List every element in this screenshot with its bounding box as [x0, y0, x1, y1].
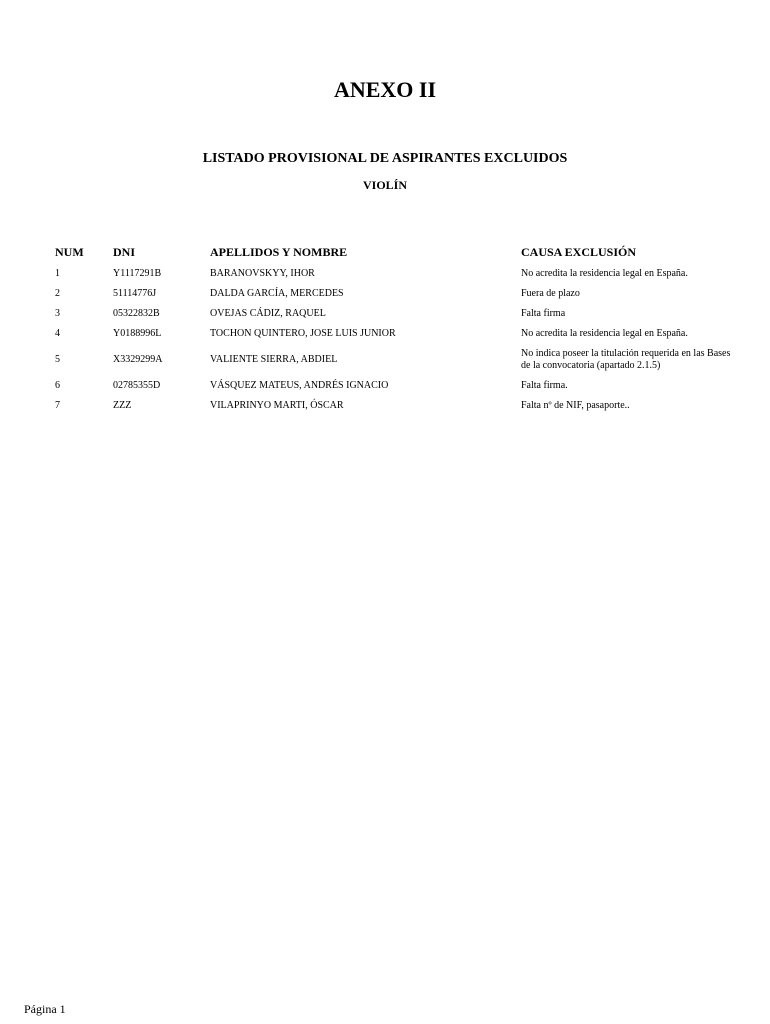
- row-dni: 05322832B: [113, 308, 160, 319]
- document-title: ANEXO II: [333, 77, 437, 102]
- row-name: BARANOVSKYY, IHOR: [210, 268, 315, 279]
- row-cause: Falta nº de NIF, pasaporte..: [521, 400, 630, 411]
- specialty-heading: VIOLÍN: [362, 178, 407, 192]
- table-row: [0, 324, 770, 344]
- row-dni: 02785355D: [113, 380, 161, 391]
- row-cause: Fuera de plazo: [521, 288, 580, 299]
- row-dni: 51114776J: [113, 288, 157, 299]
- row-cause: No acredita la residencia legal en España.: [521, 268, 688, 279]
- row-num: 2: [55, 288, 60, 299]
- row-num: 3: [55, 308, 60, 319]
- table-row: [0, 344, 770, 376]
- row-num: 6: [55, 380, 60, 391]
- page-number: Página 1: [24, 1002, 66, 1016]
- row-cause: Falta firma.: [521, 380, 568, 391]
- row-num: 4: [55, 328, 60, 339]
- header-num: NUM: [55, 245, 84, 259]
- row-num: 7: [55, 400, 60, 411]
- header-name: APELLIDOS Y NOMBRE: [210, 245, 348, 259]
- row-cause: No indica poseer la titulación requerida en las Bases de la convocatoria (apartado 2.1.5): [521, 348, 731, 371]
- header-cause: CAUSA EXCLUSIÓN: [521, 245, 637, 259]
- row-name: OVEJAS CÁDIZ, RAQUEL: [210, 308, 326, 319]
- row-name: VILAPRINYO MARTI, ÓSCAR: [210, 400, 344, 411]
- table-row: [0, 304, 770, 324]
- row-name: VALIENTE SIERRA, ABDIEL: [210, 354, 338, 365]
- table-row: [0, 376, 770, 396]
- row-dni: X3329299A: [113, 354, 163, 365]
- table-row: [0, 396, 770, 416]
- excluded-list: [0, 264, 770, 416]
- document-subtitle: LISTADO PROVISIONAL DE ASPIRANTES EXCLUIDOS: [202, 151, 568, 166]
- row-name: VÁSQUEZ MATEUS, ANDRÉS IGNACIO: [210, 380, 389, 391]
- row-num: 5: [55, 354, 60, 365]
- row-name: TOCHON QUINTERO, JOSE LUIS JUNIOR: [210, 328, 396, 339]
- row-cause: Falta firma: [521, 308, 566, 319]
- row-num: 1: [55, 268, 60, 279]
- row-dni: Y0188996L: [113, 328, 162, 339]
- table-row: [0, 284, 770, 304]
- table-row: [0, 264, 770, 284]
- header-dni: DNI: [113, 245, 136, 259]
- row-name: DALDA GARCÍA, MERCEDES: [210, 288, 344, 299]
- row-dni: Y1117291B: [113, 268, 162, 279]
- row-cause: No acredita la residencia legal en España.: [521, 328, 688, 339]
- row-dni: ZZZ: [113, 400, 132, 411]
